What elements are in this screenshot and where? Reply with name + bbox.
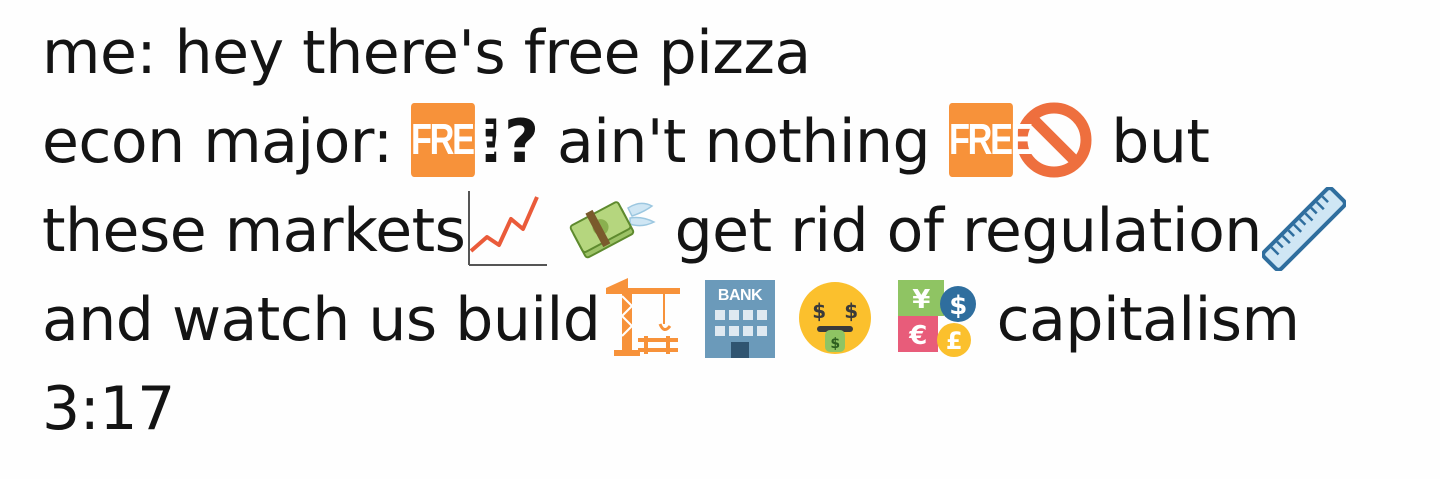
svg-text:¥: ¥	[912, 285, 930, 316]
bank-sign-label: BANK	[717, 287, 762, 305]
line3-prefix: these markets	[42, 196, 466, 266]
svg-text:£: £	[945, 327, 963, 356]
svg-text:$: $	[812, 299, 827, 324]
svg-text:$: $	[830, 336, 841, 353]
svg-text:€: €	[909, 321, 927, 352]
chart-increasing-icon	[465, 189, 549, 269]
line2-punctuation: !?	[477, 107, 539, 177]
line3-middle: get rid of regulation	[674, 196, 1262, 266]
line4-prefix: and watch us build	[42, 285, 601, 355]
message-line-3	[42, 186, 1346, 276]
money-mouth-face-icon	[795, 278, 875, 358]
currency-exchange-icon	[894, 276, 978, 360]
money-with-wings-icon	[568, 198, 656, 260]
ruler-icon	[1262, 187, 1346, 271]
svg-text:$: $	[844, 299, 859, 324]
message-line-4	[42, 275, 1299, 365]
line2-suffix: but	[1111, 107, 1210, 177]
message-timestamp: 3:17	[42, 374, 175, 444]
line2-middle: ain't nothing	[556, 107, 931, 177]
free-button-icon-2: FREE	[949, 103, 1013, 177]
svg-text:$: $	[949, 291, 967, 322]
line2-prefix: econ major:	[42, 107, 393, 177]
crane-icon	[600, 276, 684, 360]
bank-icon	[703, 276, 777, 360]
free-button-icon: FREE	[411, 103, 475, 177]
message-line-1: me: hey there's free pizza	[42, 18, 811, 88]
message-line-2	[42, 97, 1209, 187]
line4-suffix: capitalism	[996, 285, 1300, 355]
